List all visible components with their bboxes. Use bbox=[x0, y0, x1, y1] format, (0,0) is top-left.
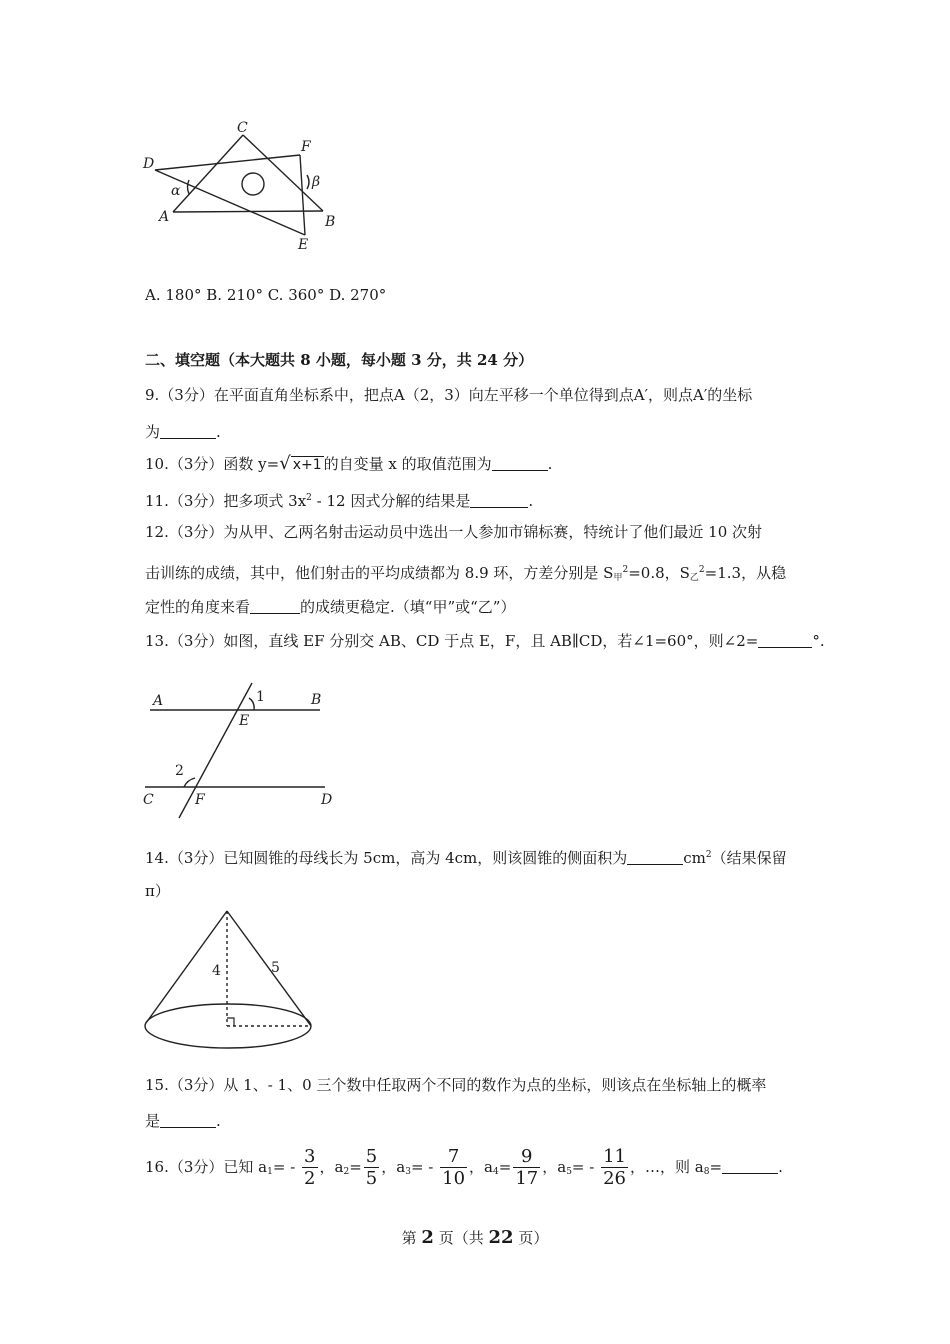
q12-line2: 击训练的成绩，其中，他们射击的平均成绩都为 8.9 环，方差分别是 $S_甲^2=0.8$，$S_乙^2=1.3$，从稳 bbox=[145, 564, 787, 583]
label-angle-1: 1 bbox=[256, 689, 265, 705]
q14-line1: 14.（3分）已知圆锥的母线长为 5cm，高为 4cm，则该圆锥的侧面积为 $cm^2$（结果保留 bbox=[145, 849, 787, 867]
label-b: B bbox=[311, 692, 322, 708]
q12-answer-blank[interactable] bbox=[250, 599, 300, 614]
label-d: D bbox=[143, 156, 155, 172]
q14-answer-blank[interactable] bbox=[627, 850, 683, 865]
q12-line3: 定性的角度来看 的成绩更稳定.（填“甲”或“乙”） bbox=[145, 598, 516, 616]
page-number: 2 bbox=[421, 1227, 434, 1248]
circle-mark bbox=[242, 173, 264, 195]
label-c: C bbox=[237, 120, 248, 136]
q15-line1: 15.（3分）从 1、- 1、0 三个数中任取两个不同的数作为点的坐标，则该点在坐标轴上的概率 bbox=[145, 1076, 767, 1094]
section-title: 二、填空题（本大题共 8 小题，每小题 3 分，共 24 分） bbox=[145, 351, 534, 369]
angle-2-arc bbox=[184, 778, 195, 787]
right-angle-mark bbox=[227, 1018, 234, 1026]
label-alpha: α bbox=[171, 183, 181, 199]
label-a: A bbox=[153, 693, 164, 709]
label-d: D bbox=[321, 792, 333, 808]
q12-line1: 12.（3分）为从甲、乙两名射击运动员中选出一人参加市锦标赛，特统计了他们最近 10 次射 bbox=[145, 523, 763, 541]
q16-answer-blank[interactable] bbox=[722, 1159, 778, 1174]
q11: 11.（3分）把多项式 $3x^2 - 12$ 因式分解的结果是 . bbox=[145, 492, 534, 510]
label-a: A bbox=[159, 209, 170, 225]
sqrt-symbol: √ bbox=[279, 453, 291, 474]
angle-alpha-arc bbox=[188, 180, 190, 194]
q13-answer-blank[interactable] bbox=[758, 633, 812, 648]
segment-de bbox=[155, 170, 305, 235]
line-ef bbox=[179, 683, 252, 818]
q9-line2: 为 . bbox=[145, 423, 221, 441]
page-footer: 第 2 页（共 22 页） bbox=[401, 1227, 549, 1248]
q14-cone-figure bbox=[140, 905, 320, 1055]
cone-slant-edge bbox=[227, 911, 311, 1026]
q8-options: A. 180° B. 210° C. 360° D. 270° bbox=[145, 286, 387, 304]
q16: 16.（3分）已知 $a_1=$ - $\frac{3}{2}$ ，$a_2=$ $\frac{5}{5}$ ，$a_3=$ - $\frac{7}{10}$ ，$a_4=$ $\frac{9}{17}$ ，$a_5=$ - $\frac{11}{26}$ ，…，则 $a_8=$ . bbox=[145, 1145, 783, 1189]
label-c: C bbox=[143, 792, 154, 808]
fraction-a4: $\frac{9}{17}$ bbox=[515, 1145, 539, 1189]
fraction-a5: $\frac{11}{26}$ bbox=[603, 1145, 627, 1189]
q11-answer-blank[interactable] bbox=[470, 493, 528, 508]
label-height: 4 bbox=[212, 963, 221, 979]
page-total: 22 bbox=[488, 1227, 514, 1248]
label-f: F bbox=[301, 139, 311, 155]
segment-ac bbox=[173, 135, 243, 212]
q10-answer-blank[interactable] bbox=[492, 456, 548, 471]
q15-answer-blank[interactable] bbox=[160, 1113, 216, 1128]
label-beta: β bbox=[312, 174, 321, 190]
label-e: E bbox=[239, 713, 250, 729]
label-angle-2: 2 bbox=[175, 763, 184, 779]
q10-radicand: x+1 bbox=[292, 457, 322, 473]
q8-triangles-figure bbox=[135, 115, 355, 255]
fraction-a2: $\frac{5}{5}$ bbox=[365, 1145, 378, 1189]
label-e: E bbox=[298, 237, 309, 253]
q13-parallel-lines-figure bbox=[135, 680, 345, 825]
angle-1-arc bbox=[249, 698, 254, 710]
fraction-a1: $\frac{3}{2}$ bbox=[304, 1145, 316, 1189]
q10: 10.（3分）函数 y=√ x+1 的自变量 x 的取值范围为 . bbox=[145, 453, 553, 474]
q13: 13.（3分）如图，直线 EF 分别交 AB、CD 于点 E，F，且 AB∥CD，若∠1=60°，则∠2= °. bbox=[145, 632, 825, 650]
label-f: F bbox=[195, 792, 205, 808]
segment-fe bbox=[300, 155, 305, 235]
q9-line1: 9.（3分）在平面直角坐标系中，把点A（2，3）向左平移一个单位得到点A′，则点A′的坐标 bbox=[145, 386, 753, 404]
q9-answer-blank[interactable] bbox=[160, 424, 216, 439]
fraction-a3: $\frac{7}{10}$ bbox=[442, 1145, 466, 1189]
q14-line2: π） bbox=[145, 882, 170, 900]
label-b: B bbox=[325, 214, 336, 230]
angle-beta-arc bbox=[307, 175, 309, 189]
label-slant: 5 bbox=[271, 960, 280, 976]
q15-line2: 是 . bbox=[145, 1112, 221, 1130]
segment-ab bbox=[173, 211, 323, 212]
